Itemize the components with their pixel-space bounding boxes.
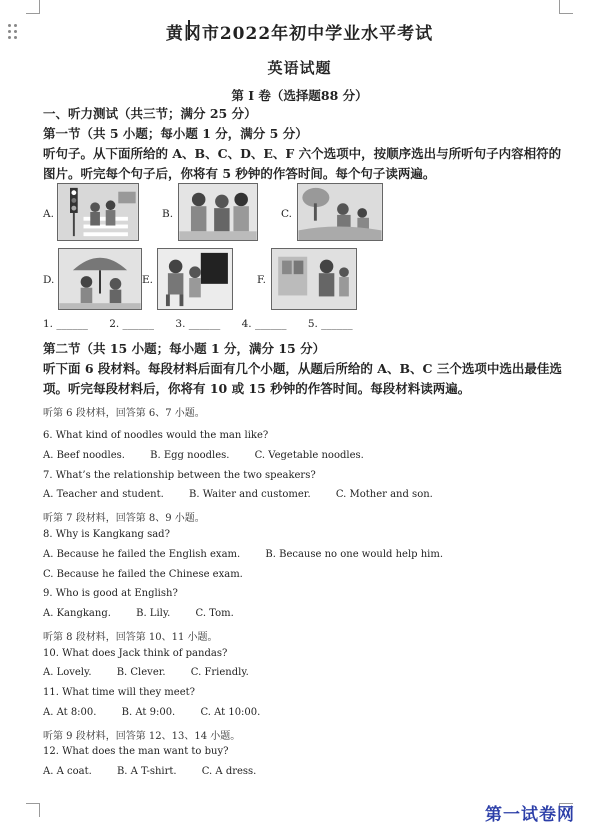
answer-blank[interactable]: 5. ______ (307, 318, 353, 330)
material-note: 听第 6 段材料，回答第 6、7 小题。 (43, 408, 205, 419)
answer-blank[interactable]: 1. ______ (43, 318, 88, 330)
option[interactable]: C. At 10:00. (200, 707, 261, 718)
material-note: 听第 9 段材料，回答第 12、13、14 小题。 (43, 731, 241, 742)
kids-playing-image (158, 249, 232, 309)
option[interactable]: B. At 9:00. (121, 707, 176, 718)
park-scene-image (298, 184, 382, 240)
answer-blank[interactable]: 2. ______ (109, 318, 155, 330)
option[interactable]: B. Waiter and customer. (189, 489, 311, 500)
picture-f (271, 248, 357, 310)
option[interactable]: A. At 8:00. (43, 707, 97, 718)
section2-heading: 第二节（共 15 小题；每小题 1 分，满分 15 分） (43, 341, 326, 356)
option[interactable]: B. Because no one would help him. (265, 549, 444, 560)
picture-d (58, 248, 142, 310)
question-11-options (43, 707, 282, 718)
option[interactable]: B. Lily. (136, 608, 171, 619)
picture-c (297, 183, 383, 241)
question-6-options (43, 450, 386, 461)
option[interactable]: B. A T-shirt. (116, 766, 177, 777)
question-9-options (43, 608, 256, 619)
option[interactable]: A. Teacher and student. (43, 489, 164, 500)
material-note: 听第 7 段材料，回答第 8、9 小题。 (43, 513, 205, 524)
question-7: 7. What’s the relationship between the two speakers? (43, 470, 316, 481)
question-10: 10. What does Jack think of pandas? (43, 648, 228, 659)
option[interactable]: C. A dress. (201, 766, 257, 777)
question-12: 12. What does the man want to buy? (43, 746, 229, 757)
option[interactable]: A. Because he failed the English exam. (43, 549, 241, 560)
option[interactable]: A. A coat. (43, 766, 92, 777)
subject-title: 英语试题 (267, 59, 332, 77)
question-8-option-c[interactable]: C. Because he failed the Chinese exam. (43, 569, 243, 580)
section1-instructions-2: 图片。听完每个句子后，你将有 5 秒钟的作答时间。每个句子读两遍。 (43, 166, 436, 181)
picture-e (157, 248, 233, 310)
material-note: 听第 8 段材料，回答第 10、11 小题。 (43, 632, 218, 643)
answer-blanks-row (43, 318, 371, 330)
option[interactable]: C. Vegetable noodles. (254, 450, 364, 461)
site-watermark: 第一试卷网 (485, 805, 575, 825)
question-7-options (43, 489, 455, 500)
part-heading: 一、听力测试（共三节；满分 25 分） (43, 106, 257, 121)
question-10-options (43, 667, 271, 678)
option[interactable]: A. Kangkang. (43, 608, 111, 619)
picture-label: F. (257, 274, 266, 286)
picture-label: B. (162, 208, 174, 220)
answer-blank[interactable]: 3. ______ (175, 318, 221, 330)
question-9: 9. Who is good at English? (43, 588, 178, 599)
option[interactable]: C. Tom. (195, 608, 234, 619)
question-6: 6. What kind of noodles would the man like? (43, 430, 269, 441)
umbrella-scene-image (59, 249, 141, 309)
question-12-options (43, 766, 278, 777)
picture-a (57, 183, 139, 241)
picture-label: D. (43, 274, 55, 286)
option[interactable]: B. Egg noodles. (150, 450, 230, 461)
option[interactable]: B. Clever. (116, 667, 166, 678)
people-talking-image (179, 184, 257, 240)
picture-b (178, 183, 258, 241)
option[interactable]: A. Beef noodles. (43, 450, 125, 461)
question-11: 11. What time will they meet? (43, 687, 195, 698)
section1-heading: 第一节（共 5 小题；每小题 1 分，满分 5 分） (43, 126, 308, 141)
crop-mark-bottom-left (26, 803, 40, 817)
picture-label: A. (43, 208, 54, 220)
section1-instructions-1: 听句子。从下面所给的 A、B、C、D、E、F 六个选项中，按顺序选出与所听句子内容相符的 (43, 146, 562, 161)
answer-blank[interactable]: 4. ______ (241, 318, 287, 330)
crop-mark-top-left (26, 0, 40, 14)
exam-title: 黄冈市2022年初中学业水平考试 (165, 24, 434, 44)
picture-label: E. (142, 274, 154, 286)
picture-label: C. (281, 208, 292, 220)
section2-instructions-2: 项。听完每段材料后，你将有 10 或 15 秒钟的作答时间。每段材料读两遍。 (43, 381, 471, 396)
section2-instructions-1: 听下面 6 段材料。每段材料后面有几个小题，从题后所给的 A、B、C 三个选项中选出最佳选 (43, 361, 562, 376)
volume-title: 第 I 卷（选择题88 分） (231, 88, 368, 103)
option[interactable]: C. Mother and son. (335, 489, 433, 500)
option[interactable]: A. Lovely. (43, 667, 92, 678)
shopping-scene-image (272, 249, 356, 309)
question-8: 8. Why is Kangkang sad? (43, 529, 170, 540)
question-8-options (43, 549, 465, 560)
option[interactable]: C. Friendly. (190, 667, 249, 678)
crop-mark-top-right (559, 0, 573, 14)
traffic-light-scene-image (58, 184, 138, 240)
